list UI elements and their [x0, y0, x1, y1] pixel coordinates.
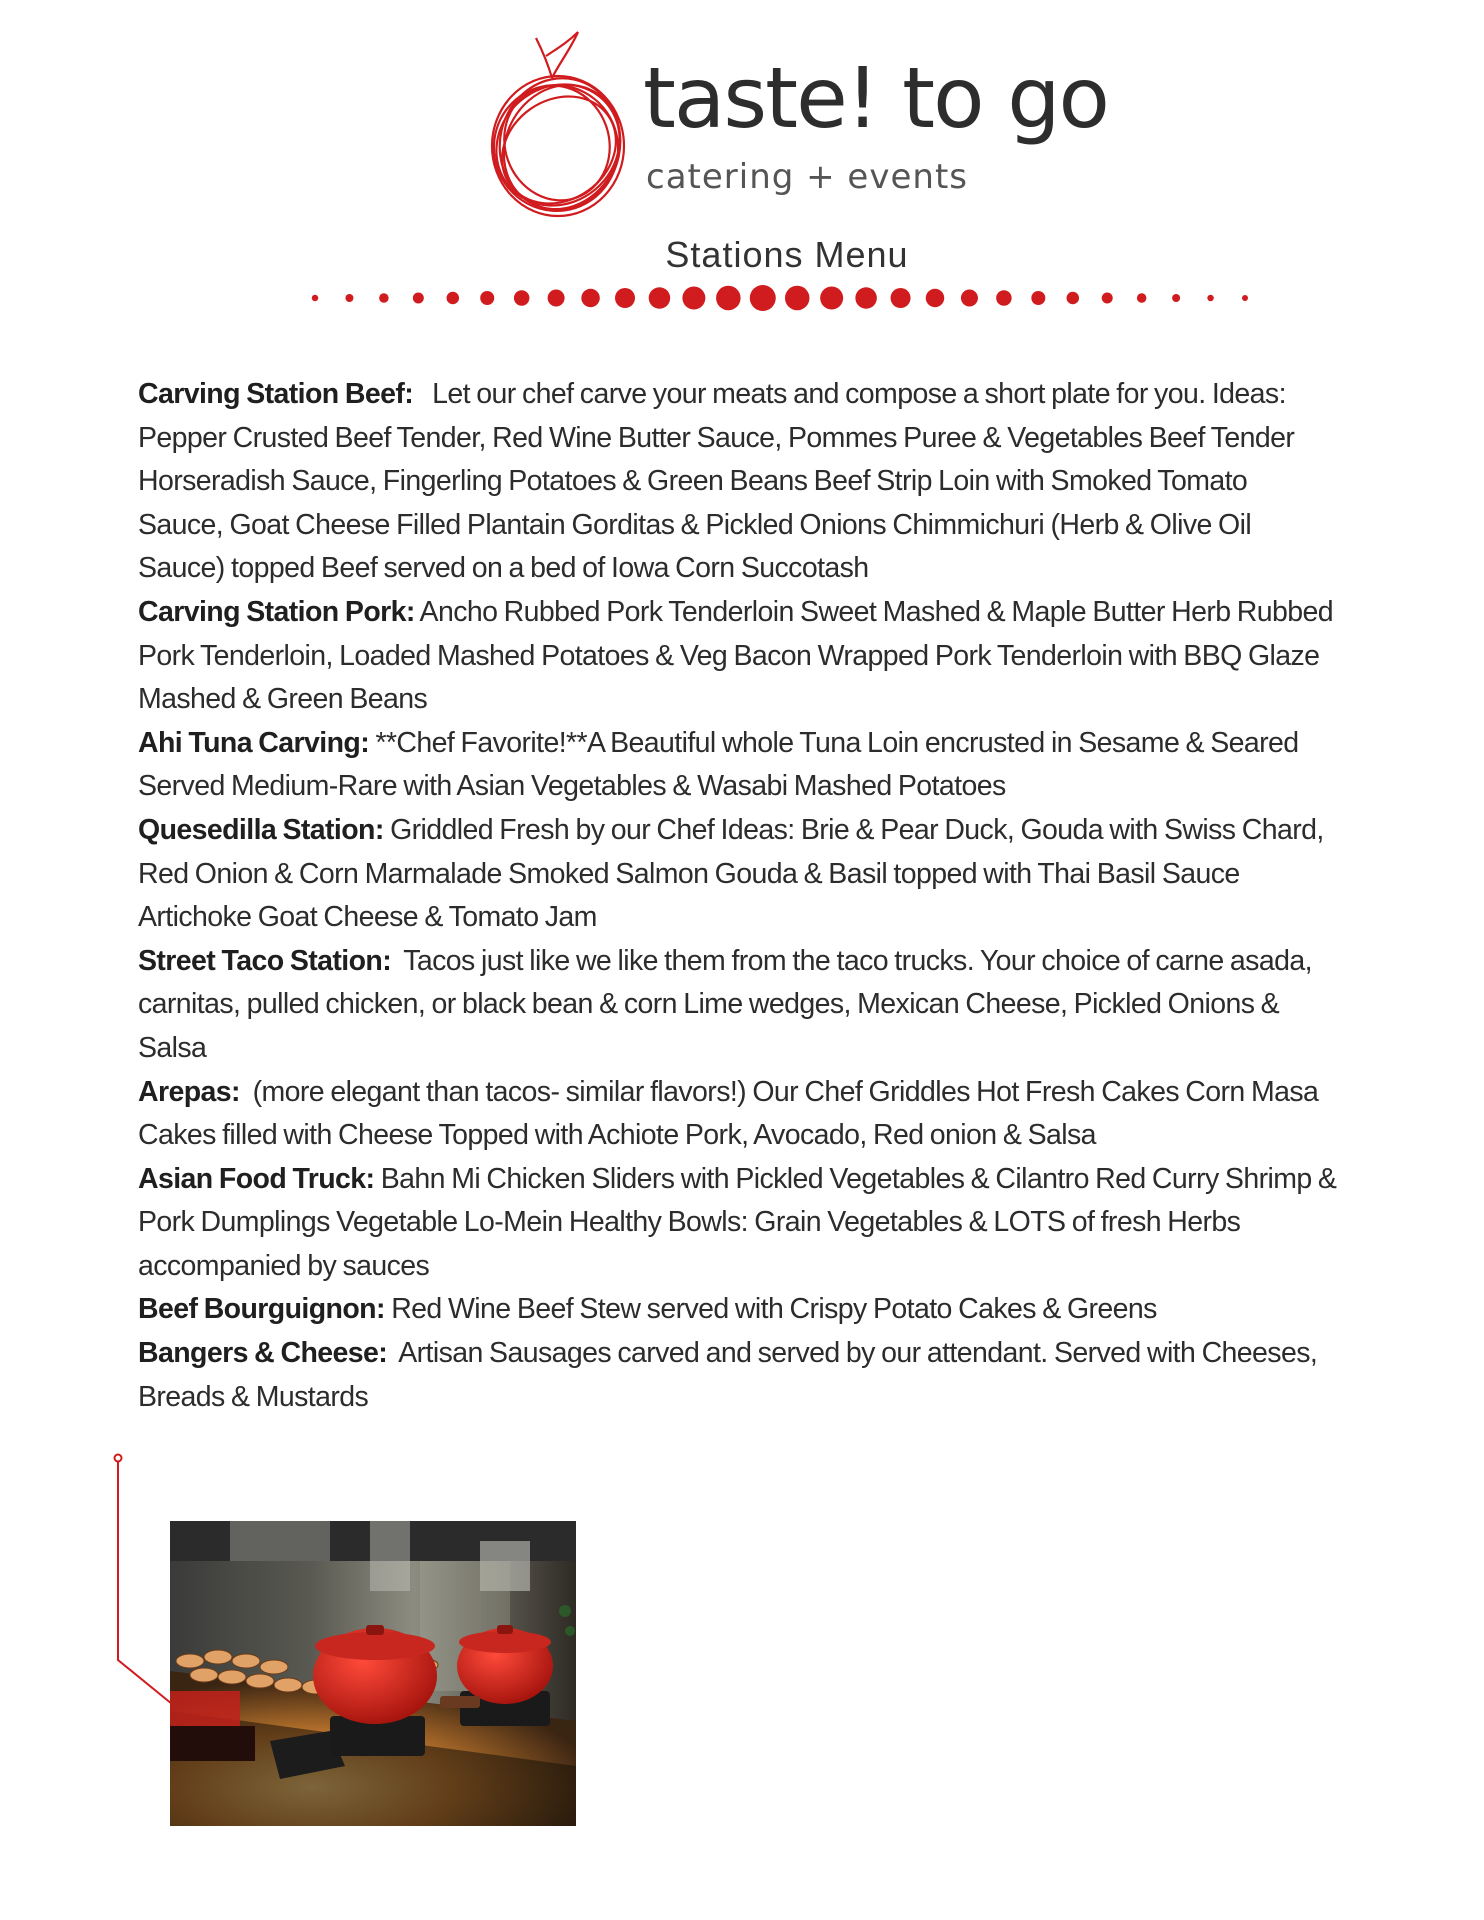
stations-list: [138, 373, 1338, 1419]
brand-name: taste! to go: [643, 49, 1108, 147]
dot-divider: [300, 278, 1260, 318]
divider-dot: [480, 291, 494, 305]
divider-dot: [447, 292, 460, 305]
divider-dot: [345, 294, 353, 302]
divider-dot: [1067, 292, 1080, 305]
station-description: Ancho Rubbed Pork Tenderloin Sweet Mashed & Maple Butter Herb Rubbed Pork Tenderloin, Loaded Mashed Potatoes & Veg Bacon Wrapped Pork Tenderloin with BBQ Glaze Mashed & Green Beans: [138, 595, 1334, 716]
divider-dot: [820, 287, 843, 310]
station-name: Arepas:: [138, 1075, 240, 1108]
divider-dot: [312, 295, 319, 302]
station-description: Tacos just like we like them from the taco trucks. Your choice of carne asada, carnitas, pulled chicken, or black bean & corn Lime wedges, Mexican Cheese, Pickled Onions & Salsa: [138, 944, 1312, 1064]
station-description: Let our chef carve your meats and compose a short plate for you. Ideas: Pepper Crusted Beef Tender, Red Wine Butter Sauce, Pommes Puree & Vegetables Beef Tender Horseradish Sauce, Fingerling Potatoes & Green Beans Beef Strip Loin with Smoked Tomato Sauce, Goat Cheese Filled Plantain Gorditas & Pickled Onions Chimmichuri (Herb & Olive Oil Sauce) topped Beef served on a bed of Iowa Corn Succotash: [138, 378, 1295, 585]
divider-dot: [615, 288, 635, 308]
station-name: Bangers & Cheese:: [138, 1337, 388, 1370]
divider-dot: [1242, 295, 1248, 301]
apple-logo-icon: [478, 26, 658, 226]
divider-dot: [514, 290, 530, 306]
station-name: Carving Station Pork:: [138, 595, 415, 628]
brand-tagline: catering + events: [646, 157, 968, 197]
station-name: Carving Station Beef:: [138, 378, 414, 410]
brand-logo: [478, 26, 1108, 226]
divider-dot: [996, 290, 1012, 306]
station-item: [138, 809, 1338, 940]
station-description: Bahn Mi Chicken Sliders with Pickled Vegetables & Cilantro Red Curry Shrimp & Pork Dumplings Vegetable Lo-Mein Healthy Bowls: Grain Vegetables & LOTS of fresh Herbs accompanied by sauces: [138, 1162, 1337, 1282]
divider-dot: [682, 287, 705, 310]
divider-dot: [785, 286, 810, 311]
station-description: Griddled Fresh by our Chef Ideas: Brie & Pear Duck, Gouda with Swiss Chard, Red Onion & Corn Marmalade Smoked Salmon Gouda & Basil topped with Thai Basil Sauce Artichoke Goat Cheese & Tomato Jam: [138, 813, 1324, 934]
divider-dot: [581, 289, 600, 308]
divider-dot: [891, 288, 911, 308]
divider-dot: [1207, 295, 1214, 302]
divider-dot: [750, 285, 776, 311]
station-name: Beef Bourguignon:: [138, 1293, 385, 1326]
divider-dot: [1031, 291, 1045, 305]
divider-dot: [649, 287, 671, 309]
station-description: Red Wine Beef Stew served with Crispy Potato Cakes & Greens: [391, 1293, 1157, 1326]
station-item: [138, 940, 1338, 1071]
divider-dot: [1172, 294, 1180, 302]
divider-dot: [926, 289, 945, 308]
station-item: [138, 722, 1338, 809]
station-name: Ahi Tuna Carving:: [138, 726, 370, 759]
divider-dot: [1102, 293, 1113, 304]
divider-dot: [716, 286, 741, 311]
page-title: Stations Menu: [665, 234, 909, 275]
divider-dot: [379, 293, 389, 303]
station-name: Street Taco Station:: [138, 944, 392, 977]
station-item: [138, 1158, 1338, 1289]
station-description: Artisan Sausages carved and served by our attendant. Served with Cheeses, Breads & Mustards: [138, 1337, 1318, 1413]
station-photo: [170, 1521, 576, 1826]
station-name: Asian Food Truck:: [138, 1162, 375, 1195]
station-description: **Chef Favorite!**A Beautiful whole Tuna Loin encrusted in Sesame & Seared Served Medium-Rare with Asian Vegetables & Wasabi Mashed Potatoes: [138, 726, 1299, 803]
station-item: [138, 1288, 1338, 1332]
divider-dot: [413, 293, 424, 304]
station-item: [138, 1071, 1338, 1158]
divider-dot: [855, 287, 877, 309]
station-description: (more elegant than tacos- similar flavors!) Our Chef Griddles Hot Fresh Cakes Corn Masa Cakes filled with Cheese Topped with Achiote Pork, Avocado, Red onion & Salsa: [138, 1075, 1319, 1152]
station-item: [138, 591, 1338, 722]
station-name: Quesedilla Station:: [138, 813, 384, 846]
divider-dot: [961, 290, 978, 307]
station-item: [138, 1332, 1338, 1419]
station-item: [138, 373, 1338, 591]
divider-dot: [548, 290, 565, 307]
divider-dot: [1137, 293, 1147, 303]
